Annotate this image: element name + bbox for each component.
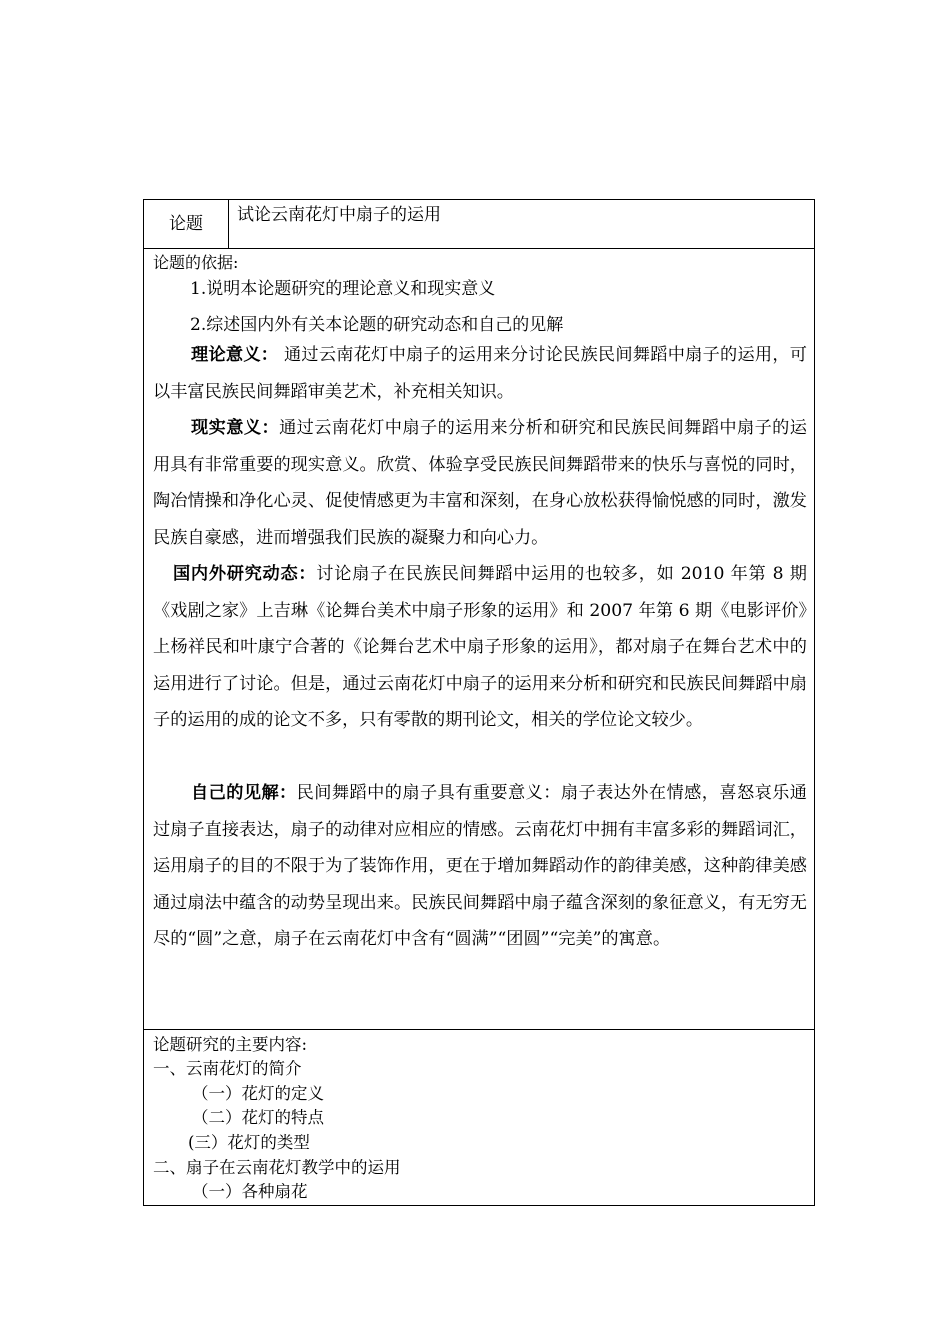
basis-item-1: 1.说明本论题研究的理论意义和现实意义 (190, 279, 496, 299)
practical-text: 通过云南花灯中扇子的运用来分析和研究和民族民间舞蹈中扇子的运用具有非常重要的现实意义。欣赏、体验享受民族民间舞蹈带来的快乐与喜悦的同时，陶冶情操和净化心灵、促使情感更为丰富和深刻，在身心放松获得愉悦感的同时，激发民族自豪感，进而增强我们民族的凝聚力和向心力。 (153, 418, 807, 548)
title-label: 论题 (144, 200, 229, 248)
outline-section-2-1: （一）各种扇花 (192, 1182, 308, 1201)
outline-section-1: 一、云南花灯的简介 (153, 1059, 302, 1078)
outline-section-1-2: （二）花灯的特点 (192, 1108, 324, 1127)
practical-significance-paragraph (153, 410, 807, 556)
research-heading: 国内外研究动态： (173, 564, 317, 584)
outline-section-1-1: （一）花灯的定义 (192, 1084, 324, 1103)
outline-section-2: 二、扇子在云南花灯教学中的运用 (153, 1158, 401, 1177)
basis-label: 论题的依据: (153, 253, 239, 272)
outline-section-1-3: (三）花灯的类型 (188, 1133, 310, 1152)
own-view-paragraph (153, 775, 807, 958)
view-text: 民间舞蹈中的扇子具有重要意义：扇子表达外在情感，喜怒哀乐通过扇子直接表达，扇子的动律对应相应的情感。云南花灯中拥有丰富多彩的舞蹈词汇，运用扇子的目的不限于为了装饰作用，更在于增加舞蹈动作的韵律美感，这种韵律美感通过扇法中蕴含的动势呈现出来。民族民间舞蹈中扇子蕴含深刻的象征意义，有无穷无尽的“圆”之意，扇子在云南花灯中含有“圆满”“团圆”“完美”的寓意。 (153, 783, 807, 950)
main-content-section (144, 1030, 814, 1205)
basis-item-2: 2.综述国内外有关本论题的研究动态和自己的见解 (190, 315, 564, 335)
theory-significance-paragraph (153, 337, 807, 410)
theory-heading: 理论意义： (191, 345, 279, 365)
proposal-form-table (143, 199, 815, 1206)
title-row (144, 200, 814, 249)
research-text: 讨论扇子在民族民间舞蹈中运用的也较多，如 2010 年第 8 期《戏剧之家》上吉琳《论舞台美术中扇子形象的运用》和 2007 年第 6 期《电影评价》上杨祥民和叶康宁合著的《论舞台艺术中扇子形象的运用》，都对扇子在舞台艺术中的运用进行了讨论。但是，通过云南花灯中扇子的运用来分析和研究和民族民间舞蹈中扇子的运用的成的论文不多，只有零散的期刊论文，相关的学位论文较少。 (153, 564, 807, 731)
thesis-title: 试论云南花灯中扇子的运用 (237, 205, 441, 225)
practical-heading: 现实意义： (191, 418, 280, 438)
view-heading: 自己的见解： (191, 783, 297, 803)
theory-text: 通过云南花灯中扇子的运用来分讨论民族民间舞蹈中扇子的运用，可以丰富民族民间舞蹈审美艺术，补充相关知识。 (153, 345, 807, 402)
basis-section (144, 249, 814, 1030)
content-label: 论题研究的主要内容: (153, 1035, 308, 1054)
research-status-paragraph (153, 556, 807, 739)
